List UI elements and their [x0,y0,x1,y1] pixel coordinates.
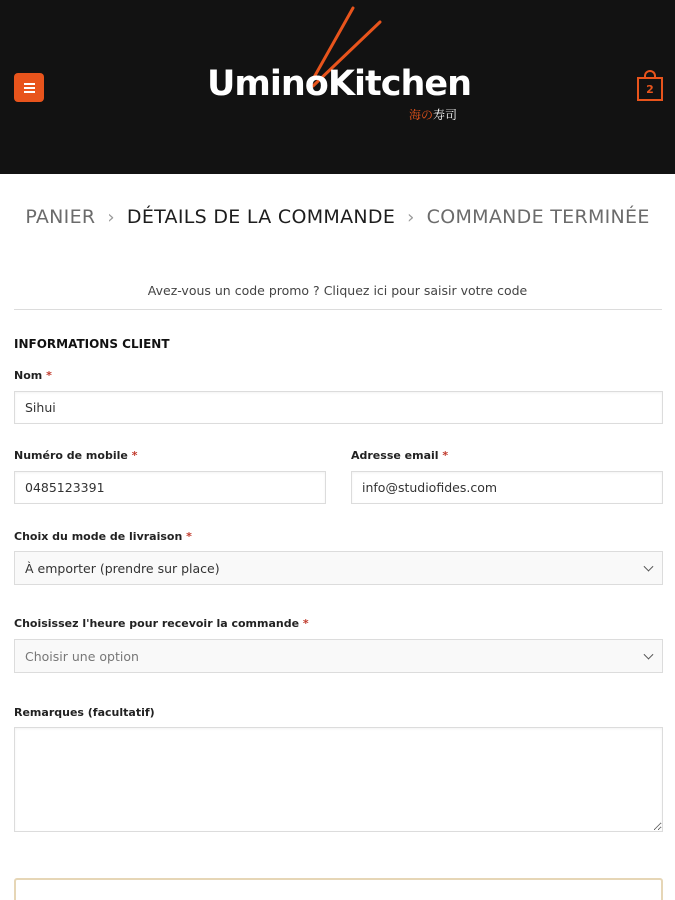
email-label: Adresse email * [351,449,449,462]
cart-count-badge: 2 [646,82,654,96]
pickup-time-value: Choisir une option [25,648,139,664]
site-header [0,0,675,174]
pickup-time-select[interactable] [14,639,663,673]
breadcrumb-separator: › [407,206,415,228]
logo-subtitle: 海の寿司 [409,108,458,122]
menu-icon[interactable] [14,73,44,102]
name-label: Nom * [14,369,52,382]
delivery-mode-value: À emporter (prendre sur place) [25,560,220,576]
promo-code-link[interactable]: Cliquez ici pour saisir votre code [323,283,528,298]
chevron-down-icon [644,650,654,660]
breadcrumb-order-details[interactable]: DÉTAILS DE LA COMMANDE [126,206,396,228]
breadcrumb-order-complete: COMMANDE TERMINÉE [426,206,650,228]
site-logo[interactable] [195,0,480,130]
promo-notice [0,283,675,298]
checkout-breadcrumb [0,206,675,228]
name-input[interactable] [14,391,663,424]
section-title: INFORMATIONS CLIENT [14,337,170,351]
order-summary-box [14,878,663,900]
pickup-time-label: Choisissez l'heure pour recevoir la commande * [14,617,309,630]
breadcrumb-cart[interactable]: PANIER [25,206,96,228]
divider [14,309,662,310]
promo-question: Avez-vous un code promo ? [147,283,320,298]
mobile-label: Numéro de mobile * [14,449,138,462]
delivery-mode-select[interactable] [14,551,663,585]
logo-wordmark: UminoKitchen [207,64,472,104]
remarks-textarea[interactable] [14,727,663,832]
email-input[interactable] [351,471,663,504]
remarks-label: Remarques (facultatif) [14,706,155,719]
mobile-input[interactable] [14,471,326,504]
chevron-down-icon [644,562,654,572]
delivery-mode-label: Choix du mode de livraison * [14,530,192,543]
breadcrumb-separator: › [107,206,115,228]
cart-icon[interactable] [637,70,663,102]
